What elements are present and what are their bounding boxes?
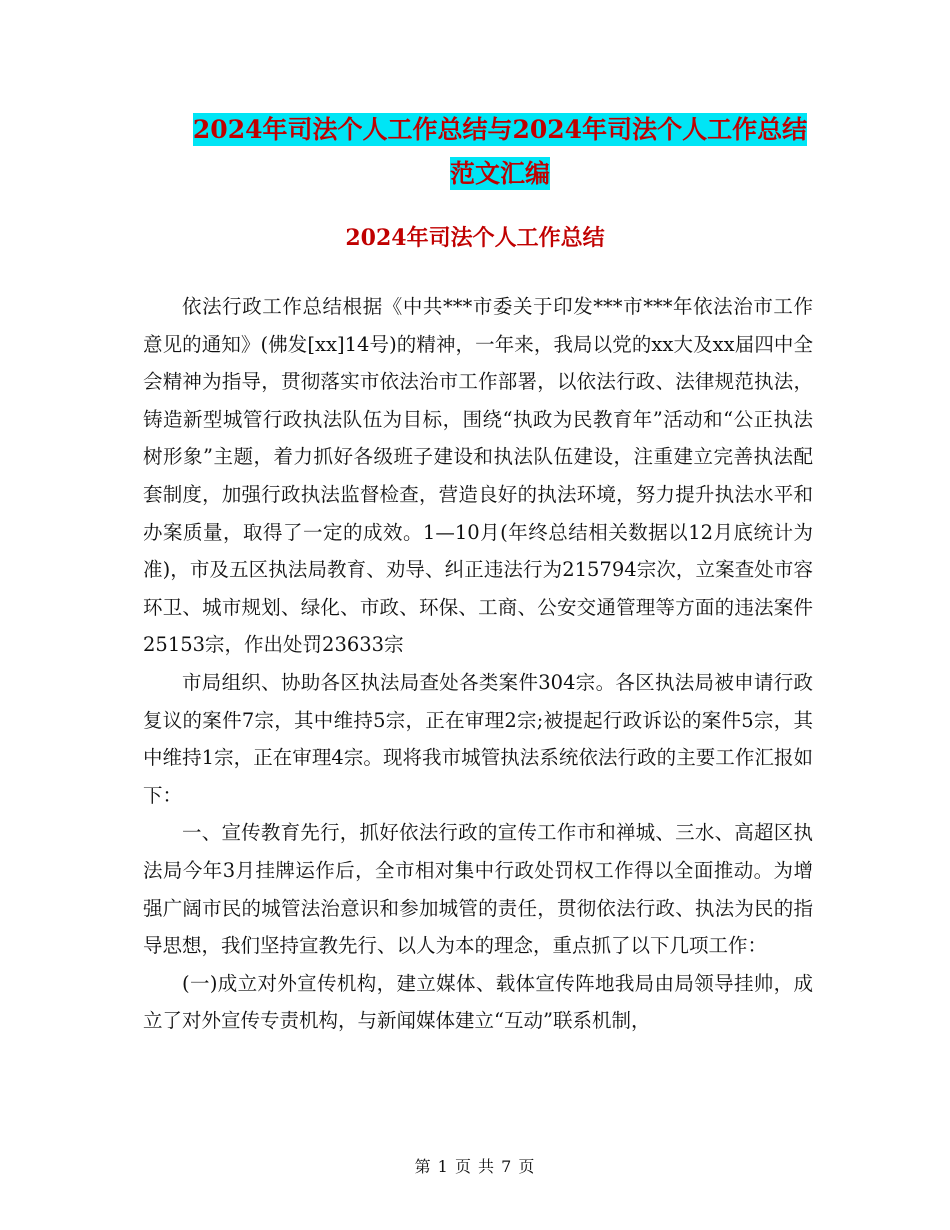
document-body (143, 288, 813, 1040)
title-highlight-2: 范文汇编 (449, 159, 550, 188)
document-title-line-1 (120, 108, 880, 152)
paragraph-3: 一、宣传教育先行，抓好依法行政的宣传工作市和禅城、三水、高超区执法局今年3月挂牌运作后，全市相对集中行政处罚权工作得以全面推动。为增强广阔市民的城管法治意识和参加城管的责任，贯彻依法行政、执法为民的指导思想，我们坚持宣教先行、以人为本的理念，重点抓了以下几项工作： (143, 821, 813, 958)
paragraph-2: 市局组织、协助各区执法局查处各类案件304宗。各区执法局被申请行政复议的案件7宗，其中维持5宗，正在审理2宗;被提起行政诉讼的案件5宗，其中维持1宗，正在审理4宗。现将我市城管执法系统依法行政的主要工作汇报如下： (143, 670, 813, 807)
document-title-line-2 (120, 152, 880, 196)
section-title: 2024年司法个人工作总结 (345, 225, 605, 251)
title-highlight-1: 2024年司法个人工作总结与2024年司法个人工作总结 (192, 115, 808, 144)
paragraph-4: (一)成立对外宣传机构，建立媒体、载体宣传阵地我局由局领导挂帅，成立了对外宣传专责机构，与新闻媒体建立“互动”联系机制， (143, 971, 813, 1033)
paragraph-1: 依法行政工作总结根据《中共***市委关于印发***市***年依法治市工作意见的通知》(佛发[xx]14号)的精神，一年来，我局以党的xx大及xx届四中全会精神为指导，贯彻落实市依法治市工作部署，以依法行政、法律规范执法，铸造新型城管行政执法队伍为目标，围绕“执政为民教育年”活动和“公正执法树形象”主题，着力抓好各级班子建设和执法队伍建设，注重建立完善执法配套制度，加强行政执法监督检查，营造良好的执法环境，努力提升执法水平和办案质量，取得了一定的成效。1—10月(年终总结相关数据以12月底统计为准)，市及五区执法局教育、劝导、纠正违法行为215794宗次，立案查处市容环卫、城市规划、绿化、市政、环保、工商、公安交通管理等方面的违法案件25153宗，作出处罚23633宗 (143, 295, 813, 657)
page-footer: 第 1 页 共 7 页 (414, 1157, 536, 1176)
